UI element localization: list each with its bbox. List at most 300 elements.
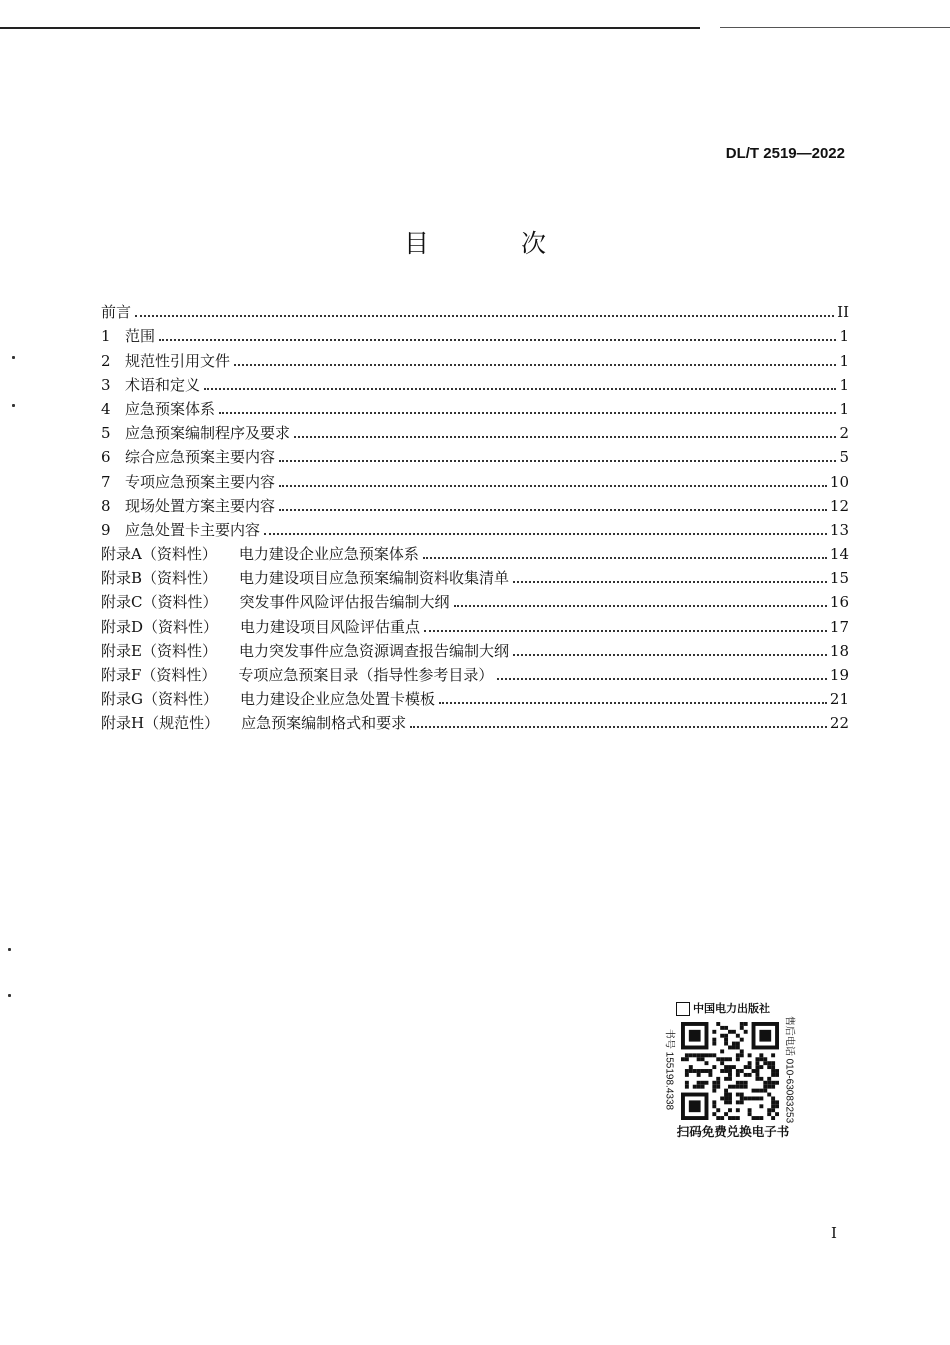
qr-module: [736, 1069, 740, 1073]
qr-module: [736, 1042, 740, 1046]
section-number: 4: [101, 399, 111, 418]
section-number: 1: [101, 327, 111, 346]
qr-module: [689, 1069, 693, 1073]
qr-module: [744, 1065, 748, 1069]
qr-module: [767, 1108, 771, 1112]
toc-entry-label: [101, 496, 275, 516]
dot-leader: [135, 314, 834, 317]
toc-entry-title: 突发事件风险评估报告编制大纲: [239, 593, 450, 612]
qr-module: [720, 1034, 724, 1038]
qr-module: [720, 1116, 724, 1120]
qr-module: [771, 1096, 775, 1100]
toc-page-number: 22: [829, 714, 849, 733]
qr-module: [724, 1034, 728, 1038]
toc-entry[interactable]: [101, 588, 849, 612]
scan-mark: [12, 404, 15, 407]
qr-module: [740, 1049, 744, 1053]
qr-module: [712, 1038, 716, 1042]
qr-module: [724, 1112, 728, 1116]
qr-module: [759, 1116, 763, 1120]
qr-module: [720, 1049, 724, 1053]
qr-module: [732, 1042, 736, 1046]
qr-module: [736, 1100, 740, 1104]
qr-module: [724, 1065, 728, 1069]
qr-module: [744, 1081, 748, 1085]
toc-entry-label: [101, 568, 509, 588]
toc-title: 目 次: [404, 229, 588, 258]
qr-module: [724, 1038, 728, 1042]
qr-module: [701, 1081, 705, 1085]
toc-entry-title: 电力建设企业应急预案体系: [238, 545, 419, 564]
toc-page-number: 1: [839, 375, 849, 394]
toc-entry[interactable]: [101, 709, 849, 733]
qr-finder-center: [689, 1100, 701, 1112]
qr-module: [693, 1053, 697, 1057]
qr-module: [708, 1069, 712, 1073]
qr-module: [685, 1073, 689, 1077]
toc-entry-title: 范围: [125, 327, 156, 346]
qr-module: [728, 1057, 732, 1061]
dot-leader: [294, 435, 836, 438]
qr-module: [712, 1065, 716, 1069]
page-number: I: [831, 1224, 837, 1242]
qr-module: [740, 1069, 744, 1073]
scan-mark: [12, 356, 15, 359]
qr-module: [712, 1030, 716, 1034]
qr-module: [736, 1073, 740, 1077]
qr-module: [685, 1057, 689, 1061]
qr-module: [740, 1081, 744, 1085]
qr-module: [712, 1112, 716, 1116]
qr-module: [763, 1081, 767, 1085]
qr-module: [716, 1057, 720, 1061]
qr-module: [724, 1026, 728, 1030]
toc-entry[interactable]: [101, 322, 849, 346]
dot-leader: [454, 604, 827, 607]
toc-entry-label: [101, 375, 200, 395]
qr-module: [728, 1093, 732, 1097]
toc-entry-title: 专项应急预案主要内容: [125, 472, 276, 491]
qr-module: [775, 1081, 779, 1085]
toc-entry-title: 电力突发事件应急资源调查报告编制大纲: [238, 641, 509, 660]
dot-leader: [497, 677, 826, 680]
toc-entry-title: 前言: [101, 303, 132, 322]
section-number: 3: [101, 375, 111, 394]
qr-module: [716, 1108, 720, 1112]
qr-module: [759, 1053, 763, 1057]
qr-module: [771, 1053, 775, 1057]
qr-module: [771, 1108, 775, 1112]
toc-entry[interactable]: [101, 371, 849, 395]
qr-module: [685, 1085, 689, 1089]
qr-module: [759, 1089, 763, 1093]
qr-module: [732, 1116, 736, 1120]
qr-module: [701, 1069, 705, 1073]
toc-entry-label: [101, 351, 230, 371]
toc-page-number: 17: [829, 617, 849, 636]
toc-page-number: 19: [829, 666, 849, 684]
qr-module: [697, 1057, 701, 1061]
qr-finder-center: [689, 1030, 701, 1042]
qr-module: [767, 1081, 771, 1085]
qr-module: [752, 1089, 756, 1093]
qr-module: [748, 1061, 752, 1065]
qr-module: [771, 1069, 775, 1073]
qr-module: [728, 1030, 732, 1034]
publisher-label: 中国电力出版社: [693, 1002, 770, 1015]
qr-module: [724, 1057, 728, 1061]
section-number: 9: [101, 520, 111, 539]
toc-entry[interactable]: [101, 419, 849, 443]
qr-module: [755, 1077, 759, 1081]
qr-module: [748, 1096, 752, 1100]
qr-module: [767, 1065, 771, 1069]
toc-entry-label: [101, 689, 435, 709]
qr-module: [689, 1065, 693, 1069]
dot-leader: [439, 701, 827, 704]
qr-module: [720, 1061, 724, 1065]
toc-page-number: 15: [829, 569, 849, 588]
qr-module: [732, 1085, 736, 1089]
toc-entry-label: [101, 326, 155, 346]
qr-module: [767, 1061, 771, 1065]
qr-module: [767, 1085, 771, 1089]
qr-module: [748, 1053, 752, 1057]
qr-module: [724, 1077, 728, 1081]
toc-page-number: II: [837, 303, 849, 322]
qr-module: [712, 1042, 716, 1046]
qr-module: [712, 1085, 716, 1089]
toc-entry[interactable]: [101, 492, 849, 516]
qr-module: [736, 1093, 740, 1097]
toc-page-number: 21: [829, 690, 849, 709]
qr-module: [724, 1093, 728, 1097]
toc-page-number: 1: [839, 399, 849, 418]
section-number: 2: [101, 351, 111, 370]
toc-entry-title: 应急预案体系: [125, 399, 216, 418]
toc-page-number: 16: [829, 593, 849, 612]
dot-leader: [279, 459, 836, 462]
toc-entry-title: 综合应急预案主要内容: [125, 448, 276, 467]
qr-module: [763, 1089, 767, 1093]
toc-entry-label: [101, 423, 290, 443]
qr-module: [759, 1096, 763, 1100]
qr-module: [720, 1026, 724, 1030]
qr-module: [685, 1053, 689, 1057]
toc-entry-label: [101, 447, 275, 467]
qr-module: [763, 1085, 767, 1089]
qr-module: [716, 1022, 720, 1026]
qr-module: [755, 1057, 759, 1061]
qr-module: [728, 1100, 732, 1104]
qr-module: [705, 1061, 709, 1065]
qr-module: [775, 1073, 779, 1077]
scan-mark: [8, 948, 11, 951]
dot-leader: [423, 556, 827, 559]
toc-entry[interactable]: [101, 564, 849, 588]
qr-module: [748, 1108, 752, 1112]
toc-page-number: 1: [839, 351, 849, 370]
qr-module: [697, 1085, 701, 1089]
section-number: 7: [101, 472, 111, 491]
qr-module: [748, 1065, 752, 1069]
qr-module: [705, 1053, 709, 1057]
toc-entry-label: [101, 592, 450, 612]
toc-entry-label: [101, 302, 131, 322]
qr-module: [697, 1073, 701, 1077]
toc-page-number: 13: [829, 520, 849, 539]
qr-module: [755, 1089, 759, 1093]
toc-entry-label: [101, 399, 215, 419]
qr-module: [740, 1085, 744, 1089]
qr-module: [759, 1104, 763, 1108]
dot-leader: [279, 484, 827, 487]
qr-module: [736, 1053, 740, 1057]
qr-module: [728, 1069, 732, 1073]
qr-module: [716, 1085, 720, 1089]
qr-module: [728, 1065, 732, 1069]
toc-entry-label: [101, 641, 509, 661]
qr-module: [736, 1046, 740, 1050]
toc-entry-label: [101, 617, 420, 637]
toc-entry-label: [101, 520, 260, 540]
qr-module: [736, 1034, 740, 1038]
dot-leader: [264, 532, 827, 535]
toc-entry[interactable]: [101, 685, 849, 709]
qr-module: [732, 1046, 736, 1050]
qr-module: [775, 1069, 779, 1073]
qr-module: [708, 1053, 712, 1057]
toc-page-number: 12: [829, 496, 849, 515]
qr-module: [767, 1093, 771, 1097]
toc-entry-title: 应急处置卡主要内容: [125, 520, 261, 539]
toc-entry[interactable]: [101, 467, 849, 491]
toc-entry[interactable]: [101, 346, 849, 370]
toc-entry-title: 电力建设企业应急处置卡模板: [239, 690, 435, 709]
qr-module: [744, 1085, 748, 1089]
standard-number: DL/T 2519—2022: [725, 145, 845, 162]
toc-entry[interactable]: [101, 443, 849, 467]
qr-module: [771, 1065, 775, 1069]
qr-module: [740, 1093, 744, 1097]
qr-module: [712, 1081, 716, 1085]
qr-module: [712, 1053, 716, 1057]
qr-code[interactable]: [681, 1022, 779, 1120]
toc-entry[interactable]: [101, 661, 849, 685]
qr-module: [775, 1104, 779, 1108]
qr-module: [740, 1100, 744, 1104]
annex-label: 附录D（资料性）: [101, 617, 219, 636]
qr-module: [732, 1065, 736, 1069]
publisher-name: [676, 1000, 796, 1016]
qr-module: [748, 1112, 752, 1116]
qr-module: [697, 1081, 701, 1085]
qr-module: [728, 1073, 732, 1077]
sales-phone: 售后电话 010-63083253: [783, 1015, 795, 1124]
toc-entry-title: 规范性引用文件: [125, 351, 231, 370]
qr-module: [748, 1073, 752, 1077]
scan-caption: 扫码免费兑换电子书: [676, 1124, 790, 1139]
qr-module: [771, 1073, 775, 1077]
qr-module: [755, 1116, 759, 1120]
qr-module: [732, 1030, 736, 1034]
qr-module: [740, 1038, 744, 1042]
qr-module: [705, 1069, 709, 1073]
toc-page-number: 10: [829, 472, 849, 491]
dot-leader: [234, 363, 836, 366]
qr-module: [755, 1073, 759, 1077]
qr-module: [763, 1057, 767, 1061]
qr-module: [728, 1108, 732, 1112]
qr-module: [716, 1077, 720, 1081]
toc-page-number: 14: [829, 545, 849, 564]
qr-module: [740, 1096, 744, 1100]
annex-label: 附录F（资料性）: [101, 666, 217, 684]
qr-module: [712, 1104, 716, 1108]
qr-module: [728, 1085, 732, 1089]
qr-module: [720, 1069, 724, 1073]
qr-module: [744, 1030, 748, 1034]
qr-module: [736, 1081, 740, 1085]
qr-module: [763, 1061, 767, 1065]
qr-module: [724, 1100, 728, 1104]
qr-module: [740, 1053, 744, 1057]
book-number: 书号 155198.4338: [663, 1028, 675, 1111]
dot-leader: [159, 338, 836, 341]
qr-module: [759, 1065, 763, 1069]
qr-module: [697, 1069, 701, 1073]
dot-leader: [410, 725, 827, 728]
qr-module: [744, 1073, 748, 1077]
qr-finder-center: [759, 1030, 771, 1042]
toc-entry[interactable]: [101, 637, 849, 661]
top-rule-right: [720, 27, 950, 28]
toc-page-number: 2: [839, 424, 849, 443]
qr-module: [724, 1042, 728, 1046]
toc-entry-title: 电力建设项目风险评估重点: [240, 617, 421, 636]
annex-label: 附录H（规范性）: [101, 714, 220, 733]
toc-entry-label: [101, 713, 406, 733]
qr-module: [736, 1085, 740, 1089]
toc-entry-title: 专项应急预案目录（指导性参考目录）: [238, 666, 494, 684]
qr-module: [705, 1081, 709, 1085]
dot-leader: [513, 653, 827, 656]
qr-module: [771, 1085, 775, 1089]
qr-module: [728, 1077, 732, 1081]
qr-module: [689, 1053, 693, 1057]
dot-leader: [279, 508, 827, 511]
qr-module: [712, 1100, 716, 1104]
toc-entry-title: 现场处置方案主要内容: [125, 496, 276, 515]
qr-module: [716, 1116, 720, 1120]
toc-entry[interactable]: [101, 612, 849, 636]
annex-label: 附录C（资料性）: [101, 593, 218, 612]
toc-entry[interactable]: [101, 540, 849, 564]
qr-module: [771, 1100, 775, 1104]
qr-module: [728, 1116, 732, 1120]
qr-module: [681, 1057, 685, 1061]
qr-module: [716, 1081, 720, 1085]
qr-module: [759, 1077, 763, 1081]
qr-module: [685, 1081, 689, 1085]
qr-module: [712, 1089, 716, 1093]
qr-module: [724, 1096, 728, 1100]
toc-page-number: 18: [829, 641, 849, 660]
toc-entry-label: [101, 472, 275, 492]
toc-entry-title: 应急预案编制格式和要求: [241, 714, 407, 733]
toc-entry-title: 应急预案编制程序及要求: [125, 424, 291, 443]
toc-entry[interactable]: [101, 516, 849, 540]
qr-module: [693, 1085, 697, 1089]
qr-module: [744, 1022, 748, 1026]
qr-module: [720, 1057, 724, 1061]
qr-module: [771, 1104, 775, 1108]
qr-module: [736, 1116, 740, 1120]
toc-entry-label: [101, 665, 493, 685]
dot-leader: [219, 411, 836, 414]
section-number: 6: [101, 448, 111, 467]
top-rule: [0, 27, 700, 29]
qr-module: [728, 1046, 732, 1050]
annex-label: 附录G（资料性）: [101, 690, 218, 709]
qr-module: [752, 1116, 756, 1120]
qr-module: [755, 1065, 759, 1069]
qr-module: [736, 1057, 740, 1061]
annex-label: 附录A（资料性）: [101, 545, 217, 564]
qr-module: [708, 1073, 712, 1077]
qr-module: [755, 1096, 759, 1100]
qr-module: [767, 1112, 771, 1116]
qr-module: [740, 1026, 744, 1030]
toc-page-number: 1: [839, 327, 849, 346]
dot-leader: [513, 580, 827, 583]
qr-module: [724, 1089, 728, 1093]
qr-module: [771, 1116, 775, 1120]
qr-module: [755, 1061, 759, 1065]
section-number: 8: [101, 496, 111, 515]
qr-module: [701, 1053, 705, 1057]
toc-entry-title: 术语和定义: [125, 375, 201, 394]
qr-module: [755, 1069, 759, 1073]
qr-module: [775, 1100, 779, 1104]
annex-label: 附录B（资料性）: [101, 569, 218, 588]
section-number: 5: [101, 424, 111, 443]
qr-module: [728, 1096, 732, 1100]
qr-module: [685, 1069, 689, 1073]
table-of-contents: [101, 298, 849, 733]
toc-entry-title: 电力建设项目应急预案编制资料收集清单: [239, 569, 510, 588]
qr-module: [771, 1081, 775, 1085]
qr-module: [767, 1077, 771, 1081]
qr-module: [752, 1069, 756, 1073]
qr-module: [724, 1069, 728, 1073]
qr-module: [740, 1022, 744, 1026]
qr-module: [752, 1096, 756, 1100]
qr-module: [736, 1108, 740, 1112]
qr-module: [775, 1112, 779, 1116]
annex-label: 附录E（资料性）: [101, 641, 217, 660]
toc-page-number: 5: [839, 448, 849, 467]
scan-mark: [8, 994, 11, 997]
qr-module: [720, 1096, 724, 1100]
qr-module: [771, 1061, 775, 1065]
toc-entry[interactable]: [101, 395, 849, 419]
dot-leader: [424, 629, 827, 632]
toc-entry-label: [101, 544, 419, 564]
qr-module: [693, 1069, 697, 1073]
toc-entry[interactable]: [101, 298, 849, 322]
qr-module: [759, 1057, 763, 1061]
